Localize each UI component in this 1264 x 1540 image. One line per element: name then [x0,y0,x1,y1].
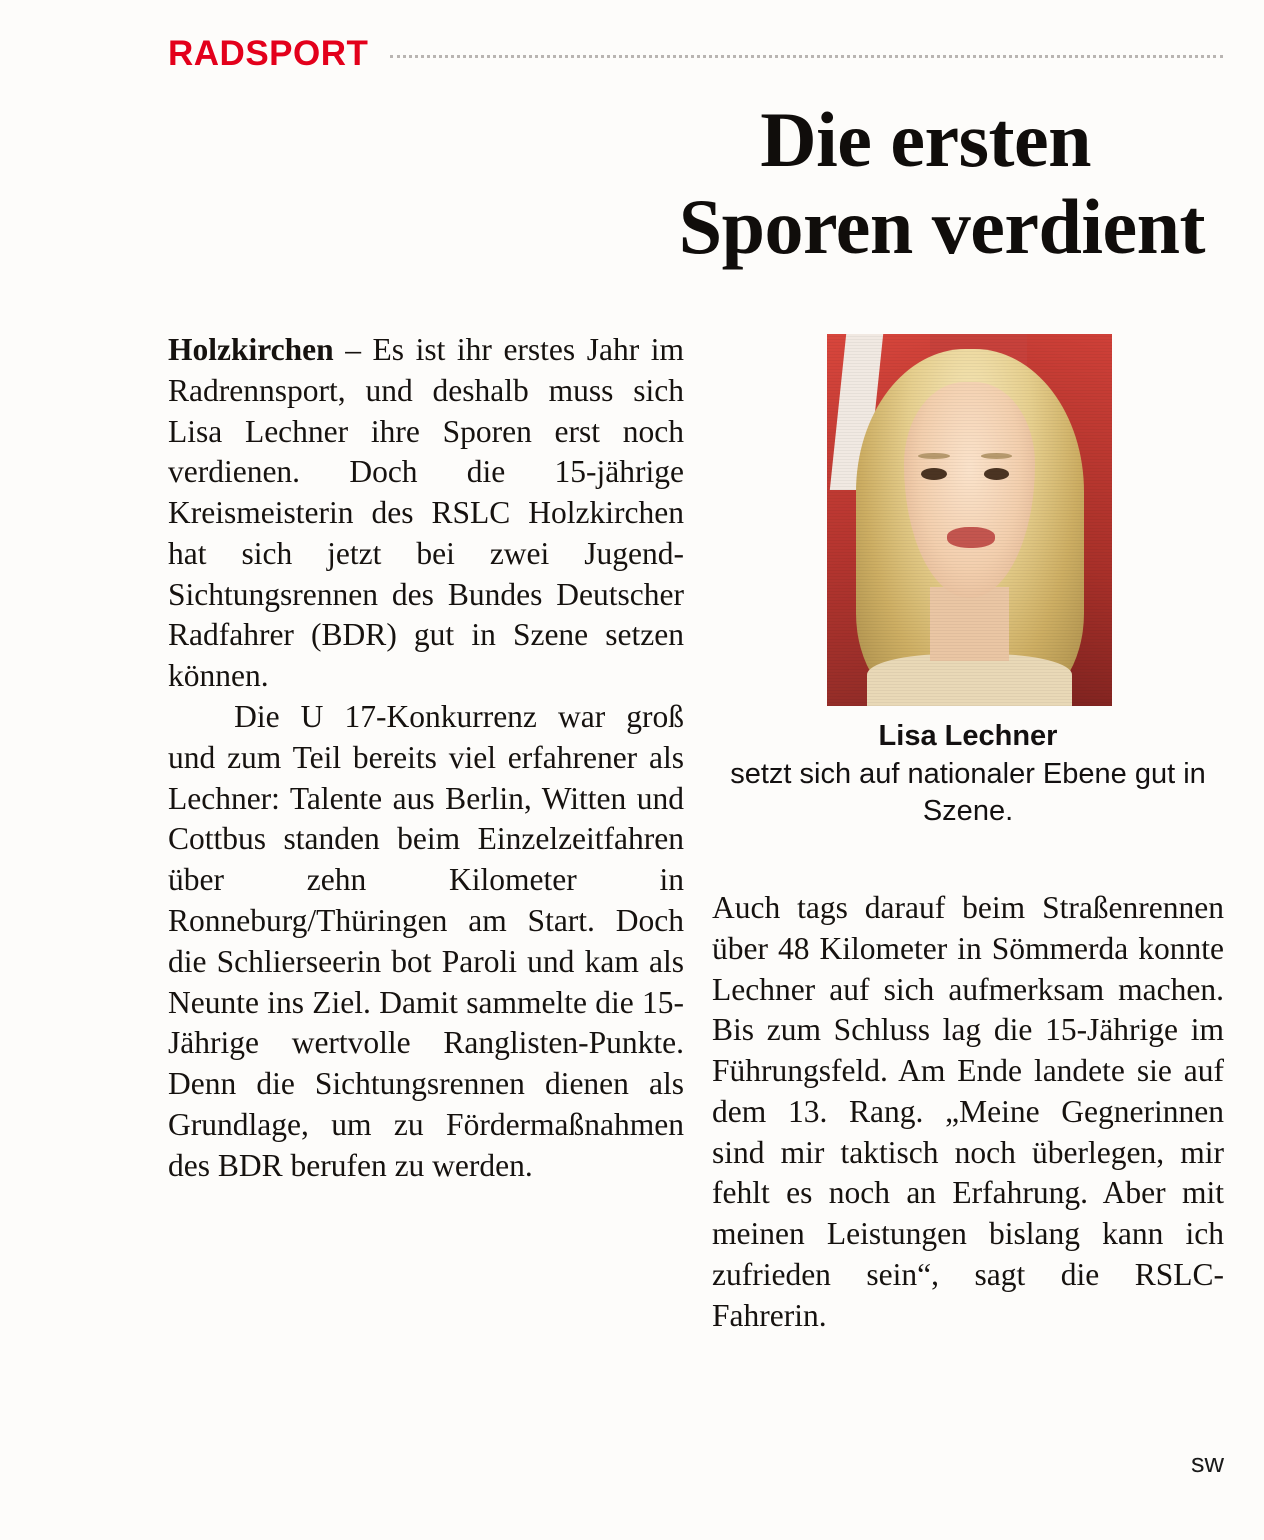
photo-halftone-grain [827,334,1112,706]
caption-description: setzt sich auf nationaler Ebene gut in Szene. [730,757,1206,828]
lead-paragraph [168,330,684,697]
lead-text: Es ist ihr erstes Jahr im Radrennsport, und deshalb muss sich Lisa Lechner ihre Sporen erst noch verdienen. Doch die 15-jährige Kreismeisterin des RSLC Holzkirchen hat sich jetzt bei zwei Jugend-Sichtungsrennen des Bundes Deutscher Radfahrer (BDR) gut in Szene setzen können. [168,332,684,694]
paragraph: Auch tags darauf beim Straßenrennen über 48 Kilometer in Sömmerda konnte Lechner auf sich aufmerksam machen. Bis zum Schluss lag die 15-Jährige im Führungsfeld. Am Ende landete sie auf dem 13. Rang. „Meine Gegnerinnen sind mir taktisch noch überlegen, mir fehlt es noch an Erfahrung. Aber mit meinen Leistungen bislang kann ich zufrieden sein“, sagt die RSLC-Fahrerin. [712,890,1224,1333]
dateline-city: Holzkirchen [168,332,334,367]
body-column-right [712,888,1224,1337]
kicker-divider [390,55,1223,58]
headline-line-2: Sporen verdient [678,183,1205,271]
paragraph: Die U 17-Konkurrenz war groß und zum Teil bereits viel erfahrener als Lechner: Talente aus Berlin, Witten und Cottbus standen beim Einzelzeitfahren über zehn Kilometer in Ronneburg/Thüringen am Start. Doch die Schlierseerin bot Paroli und kam als Neunte ins Ziel. Damit sammelte die 15-Jährige wertvolle Ranglisten-Punkte. Denn die Sichtungsrennen dienen als Grundlage, um zu Fördermaßnahmen des BDR berufen zu werden. [168,699,684,1183]
page-title [168,96,1223,271]
photo-caption [712,718,1224,831]
dateline-dash: – [333,332,373,367]
portrait-image [827,334,1112,706]
caption-name: Lisa Lechner [878,720,1058,752]
body-column-left [168,330,684,1186]
kicker-row [168,30,1223,78]
article-photo [827,334,1112,706]
headline-line-1: Die ersten [760,96,1091,183]
section-kicker: RADSPORT [168,34,369,73]
author-byline: sw [1191,1448,1224,1478]
